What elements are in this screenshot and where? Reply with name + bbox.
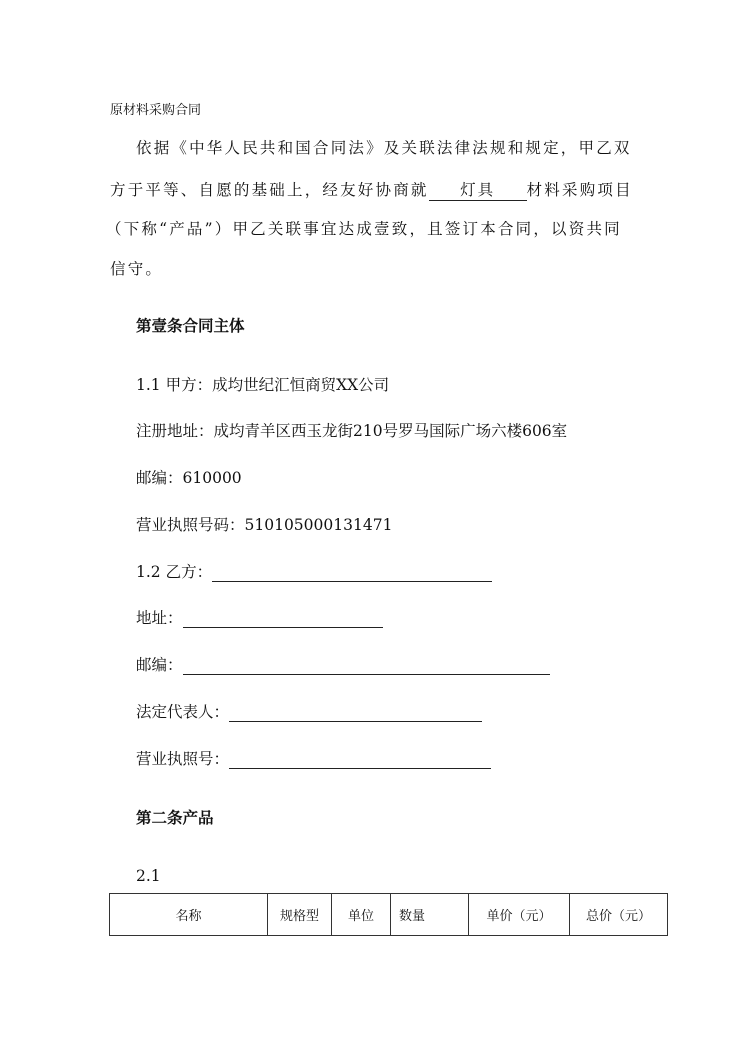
party-b-license-blank [229, 751, 491, 769]
col-total-price: 总价（元） [570, 894, 668, 936]
product-table [109, 893, 668, 936]
party-b-address-blank [183, 610, 383, 628]
party-b-postcode-blank [183, 657, 550, 675]
party-a: 1.1 甲方：成均世纪汇恒商贸XX公司 [136, 376, 390, 394]
col-unit: 单位 [332, 894, 391, 936]
col-qty: 数量 [391, 894, 469, 936]
party-a-license: 营业执照号码：510105000131471 [136, 516, 393, 534]
section-1-heading: 第壹条合同主体 [136, 316, 245, 335]
intro-line-2 [110, 178, 633, 201]
party-b-label: 1.2 乙方： [136, 563, 213, 581]
intro-text: 材料采购项目 [526, 181, 633, 199]
intro-line-3: （下称“产品”）甲乙关联事宜达成壹致，且签订本合同，以资共同 [106, 220, 622, 238]
party-b-license-label: 营业执照号： [136, 750, 230, 768]
party-b-rep-blank [229, 704, 482, 722]
party-b-rep-label: 法定代表人： [136, 703, 230, 721]
document-title: 原材料采购合同 [110, 103, 202, 118]
col-name: 名称 [110, 894, 268, 936]
intro-line-1: 依据《中华人民共和国合同法》及关联法律法规和规定，甲乙双 [136, 139, 632, 157]
col-spec: 规格型 [268, 894, 332, 936]
intro-text: 方于平等、自愿的基础上，经友好协商就 [110, 181, 429, 199]
intro-line-4: 信守。 [110, 260, 164, 278]
party-a-postcode: 邮编：610000 [136, 469, 242, 487]
party-a-address: 注册地址：成均青羊区西玉龙街210号罗马国际广场六楼606室 [136, 422, 568, 440]
section-2-sub: 2.1 [136, 867, 161, 885]
table-header-row [110, 894, 668, 936]
party-b-blank [212, 564, 492, 582]
party-b-postcode-label: 邮编： [136, 656, 183, 674]
party-b-address-label: 地址： [136, 609, 183, 627]
section-2-heading: 第二条产品 [136, 808, 214, 827]
party-b-rep-row [136, 700, 482, 722]
col-unit-price: 单价（元） [469, 894, 570, 936]
product-fill: 灯具 [429, 178, 527, 201]
party-b-license-row [136, 747, 491, 769]
party-b-postcode-row [136, 653, 550, 675]
party-b-row [136, 560, 492, 582]
party-b-address-row [136, 606, 383, 628]
